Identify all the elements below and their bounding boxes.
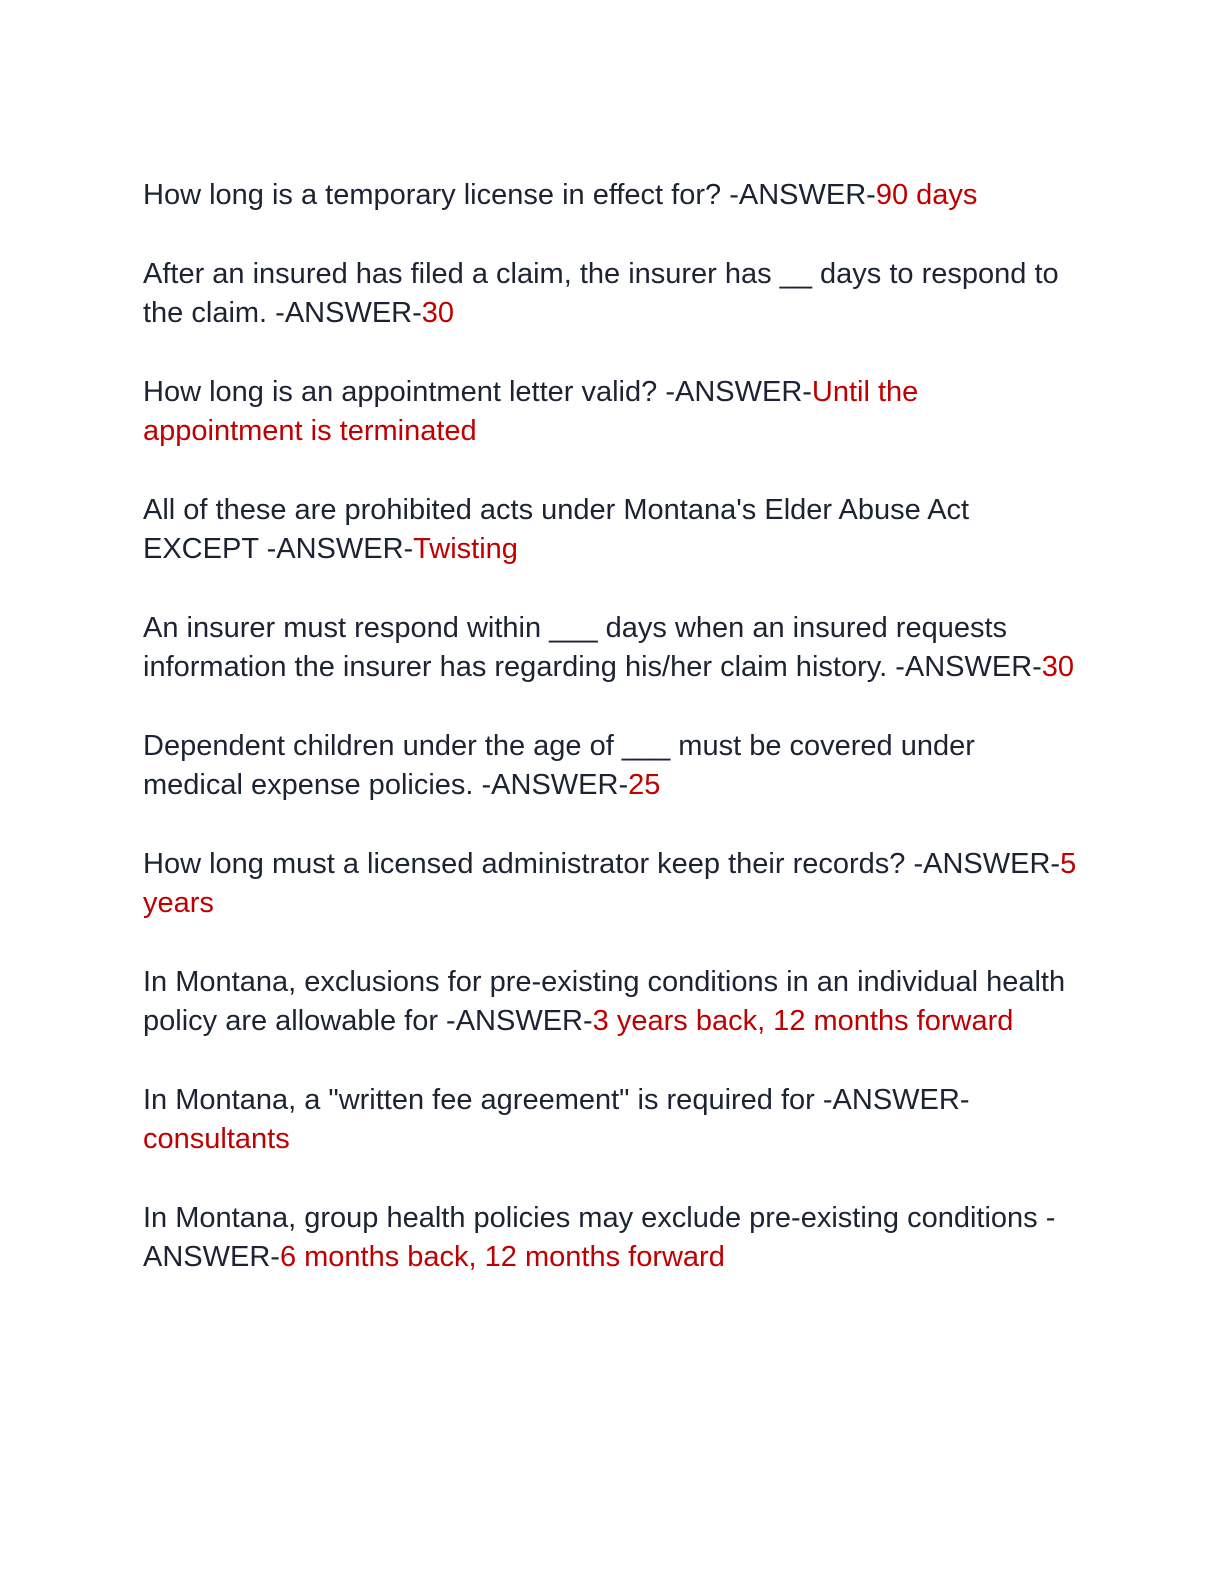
answer-marker: -ANSWER- xyxy=(895,651,1042,683)
answer-text: consultants xyxy=(143,1123,290,1155)
answer-text: 90 days xyxy=(875,179,978,211)
question-text: How long must a licensed administrator keep their records? xyxy=(143,848,914,880)
question-text: An insurer must respond within ___ days when an insured requests information the insurer has regarding his/her claim history. xyxy=(143,612,1008,683)
question-text: All of these are prohibited acts under Montana's Elder Abuse Act EXCEPT xyxy=(143,494,970,565)
qa-list xyxy=(143,176,1078,1317)
answer-marker: -ANSWER- xyxy=(446,1005,593,1037)
answer-marker: -ANSWER- xyxy=(266,533,414,565)
question-text: In Montana, group health policies may exclude pre-existing conditions xyxy=(143,1202,1046,1234)
answer-text: 5 years xyxy=(143,848,1077,919)
answer-marker: -ANSWER- xyxy=(143,1202,1056,1273)
question-text: After an insured has filed a claim, the insurer has __ days to respond to the claim. xyxy=(143,258,1059,329)
question-text: In Montana, exclusions for pre-existing conditions in an individual health policy are allowable for xyxy=(143,966,1066,1037)
question-text: In Montana, a "written fee agreement" is required for xyxy=(143,1084,823,1116)
answer-marker: -ANSWER- xyxy=(729,179,876,211)
qa-item-9 xyxy=(143,1081,1078,1159)
qa-item-2 xyxy=(143,255,1078,333)
qa-item-6 xyxy=(143,727,1078,805)
question-text: How long is an appointment letter valid? xyxy=(143,376,666,408)
answer-text: 6 months back, 12 months forward xyxy=(279,1241,725,1273)
answer-text: Until the appointment is terminated xyxy=(143,376,919,447)
qa-item-1 xyxy=(143,176,1078,215)
answer-text: 30 xyxy=(1041,651,1075,683)
answer-marker: -ANSWER- xyxy=(665,376,812,408)
answer-text: Twisting xyxy=(413,533,518,565)
answer-marker: -ANSWER- xyxy=(913,848,1061,880)
answer-text: 25 xyxy=(628,769,661,801)
qa-item-10 xyxy=(143,1199,1078,1277)
qa-item-7 xyxy=(143,845,1078,923)
answer-marker: -ANSWER- xyxy=(275,297,422,329)
answer-text: 3 years back, 12 months forward xyxy=(592,1005,1014,1037)
qa-item-4 xyxy=(143,491,1078,569)
answer-text: 30 xyxy=(421,297,455,329)
qa-item-3 xyxy=(143,373,1078,451)
qa-item-5 xyxy=(143,609,1078,687)
answer-marker: -ANSWER- xyxy=(822,1084,970,1116)
qa-item-8 xyxy=(143,963,1078,1041)
question-text: How long is a temporary license in effect for? xyxy=(143,179,730,211)
question-text: Dependent children under the age of ___ must be covered under medical expense policies. xyxy=(143,730,975,801)
answer-marker: -ANSWER- xyxy=(481,769,629,801)
